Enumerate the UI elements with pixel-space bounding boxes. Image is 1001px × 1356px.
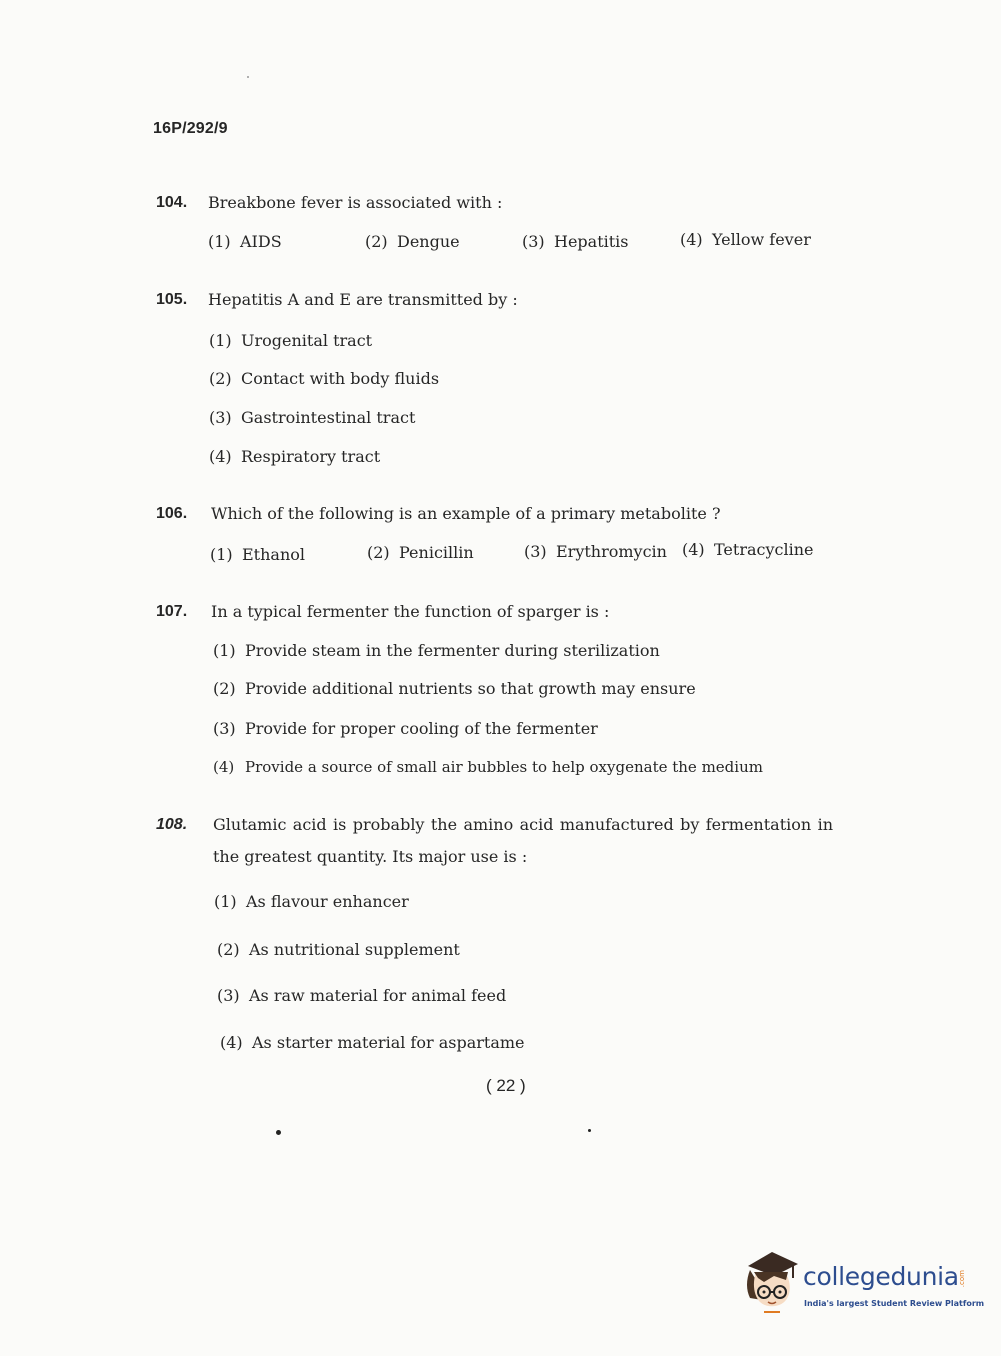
option-1 (208, 232, 282, 251)
option-2 (217, 940, 460, 959)
question-104 (156, 193, 856, 251)
option-number: (1) (210, 545, 233, 564)
option-1 (214, 892, 409, 911)
option-text: Provide a source of small air bubbles to help oxygenate the medium (245, 758, 763, 776)
option-4 (213, 758, 763, 776)
question-text: Glutamic acid is probably the amino acid manufactured by fermentation in the greatest quantity. Its major use is : (213, 815, 833, 866)
option-number: (4) (209, 447, 232, 466)
question-number: 105. (156, 291, 188, 308)
option-number: (2) (209, 369, 232, 388)
option-number: (4) (213, 758, 235, 776)
option-text: As raw material for animal feed (249, 986, 507, 1005)
question-108 (156, 815, 856, 1052)
option-text: Provide steam in the fermenter during sterilization (245, 641, 660, 660)
option-text: Dengue (397, 232, 460, 251)
option-text: As starter material for aspartame (252, 1033, 525, 1052)
option-number: (2) (213, 679, 236, 698)
question-number: 106. (156, 505, 188, 522)
paper-code: 16P/292/9 (153, 120, 228, 137)
question-text: Breakbone fever is associated with : (208, 193, 503, 212)
option-text: Contact with body fluids (241, 369, 440, 388)
question-105 (156, 290, 856, 466)
option-number: (3) (217, 986, 240, 1005)
question-107 (156, 602, 856, 776)
option-text: Gastrointestinal tract (241, 408, 416, 427)
page-number: ( 22 ) (486, 1076, 526, 1095)
question-text: Hepatitis A and E are transmitted by : (208, 290, 518, 309)
question-text: Which of the following is an example of a primary metabolite ? (211, 504, 721, 523)
option-1 (210, 545, 305, 564)
option-number: (3) (522, 232, 545, 251)
option-text: As nutritional supplement (249, 940, 460, 959)
question-number: 107. (156, 603, 188, 620)
option-2 (213, 679, 696, 698)
option-2 (365, 232, 460, 251)
option-number: (1) (209, 331, 232, 350)
option-text: Penicillin (399, 543, 474, 562)
option-text: Erythromycin (556, 542, 667, 561)
option-3 (209, 408, 415, 427)
option-text: Respiratory tract (241, 447, 381, 466)
option-3 (522, 232, 629, 251)
brand-name: collegedunia (803, 1262, 959, 1291)
option-text: AIDS (240, 232, 282, 251)
option-text: Provide for proper cooling of the fermenter (245, 719, 598, 738)
option-text: Ethanol (242, 545, 306, 564)
option-text: Provide additional nutrients so that growth may ensure (245, 679, 696, 698)
option-text: Tetracycline (714, 540, 814, 559)
question-106 (156, 504, 856, 564)
brand-tagline: India's largest Student Review Platform (804, 1299, 985, 1308)
question-number: 104. (156, 194, 188, 211)
option-number: (4) (682, 540, 705, 559)
option-number: (1) (214, 892, 237, 911)
option-number: (2) (217, 940, 240, 959)
option-2 (209, 369, 439, 388)
brand-domain-suffix: .com (958, 1270, 966, 1288)
option-text: Urogenital tract (241, 331, 373, 350)
option-number: (3) (209, 408, 232, 427)
option-number: (2) (365, 232, 388, 251)
option-3 (213, 719, 598, 738)
option-text: Hepatitis (554, 232, 629, 251)
question-number: 108. (156, 816, 188, 833)
option-3 (524, 542, 667, 561)
option-1 (213, 641, 660, 660)
scan-speck (276, 1130, 281, 1135)
option-text: Yellow fever (712, 230, 811, 249)
option-3 (217, 986, 506, 1005)
option-number: (3) (524, 542, 547, 561)
option-number: (3) (213, 719, 236, 738)
option-1 (209, 331, 372, 350)
option-number: (4) (220, 1033, 243, 1052)
option-number: (4) (680, 230, 703, 249)
option-number: (1) (208, 232, 231, 251)
graduate-mascot-icon (742, 1250, 802, 1316)
option-number: (2) (367, 543, 390, 562)
scan-speck (247, 76, 249, 78)
option-number: (1) (213, 641, 236, 660)
option-4 (220, 1033, 525, 1052)
option-4 (680, 230, 811, 249)
option-4 (682, 540, 813, 559)
option-text: As flavour enhancer (246, 892, 409, 911)
scan-speck (588, 1129, 591, 1132)
question-text: In a typical fermenter the function of sparger is : (211, 602, 610, 621)
option-4 (209, 447, 380, 466)
option-2 (367, 543, 474, 562)
